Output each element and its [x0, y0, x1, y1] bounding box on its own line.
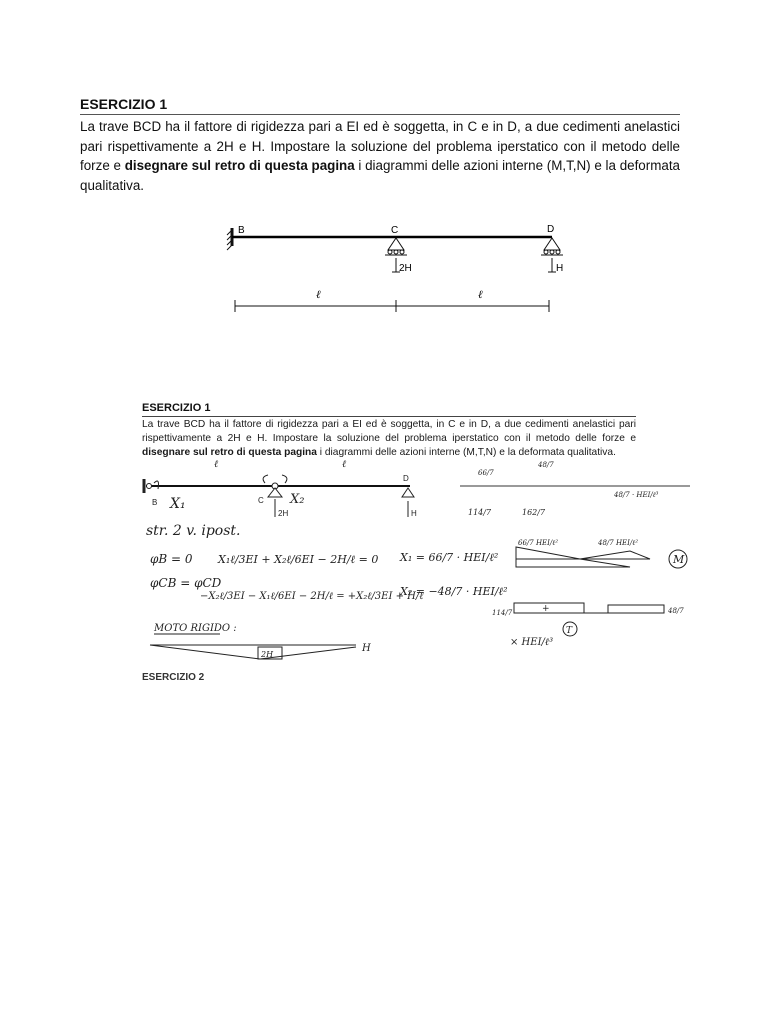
scan-span-1: ℓ	[214, 459, 219, 470]
scan-text-2: i diagrammi delle azioni interne (M,T,N) e la deformata qualitativa.	[316, 447, 616, 458]
span-label-2: ℓ	[478, 288, 483, 301]
dimension-line	[235, 300, 549, 312]
settlement-C-label: 2H	[399, 263, 412, 274]
settlement-arrow-D	[548, 258, 556, 272]
scan-label-C: C	[258, 496, 264, 505]
note-cond-1: φB = 0	[150, 552, 193, 566]
m-right-label: 48/7 HEI/ℓ²	[598, 539, 639, 547]
t-right-label: 48/7	[668, 607, 684, 615]
roller-support-D	[541, 238, 563, 255]
exercise-title: ESERCIZIO 1	[80, 96, 168, 112]
moment-diagram	[516, 547, 650, 567]
t-factor: × HEI/ℓ³	[510, 637, 554, 648]
scan-hinge-B	[147, 484, 152, 489]
statement-text-2: i diagrammi delle azioni interne (M,T,N) e la deformata qualitativa.	[80, 158, 680, 193]
rigid-2h: 2H	[261, 650, 274, 659]
statement-text-1: La trave BCD ha il fattore di rigidezza pari a EI ed è soggetta, in C e in D, a due cedimenti anelastici pari rispettivamente a 2H e H. Impostare la soluzione del problema iperstatico con il metodo delle forze e	[80, 119, 680, 173]
scan-label-X2: X₂	[290, 492, 305, 507]
scan-title: ESERCIZIO 1	[142, 402, 211, 414]
rigid-h: H	[362, 643, 371, 654]
label-D: D	[547, 224, 555, 235]
span-label-1: ℓ	[316, 288, 321, 301]
handwritten-solution	[130, 455, 710, 680]
scan-text-1: La trave BCD ha il fattore di rigidezza pari a EI ed è soggetta, in C e in D, a due cedimenti anelastici pari rispettivamente a 2H e H. Impostare la soluzione del problema iperstatico con il metodo delle forze e	[142, 419, 636, 444]
scan-label-D: D	[403, 474, 409, 483]
note-heading: str. 2 v. ipost.	[146, 523, 241, 539]
scan-span-2: ℓ	[342, 459, 347, 470]
note-res-2: X₂ = −48/7 · HEI/ℓ²	[400, 585, 508, 598]
scan-settle-D: H	[411, 509, 417, 518]
exercise-statement	[80, 117, 680, 195]
title-divider	[80, 114, 680, 115]
scan-divider	[142, 416, 636, 417]
label-C: C	[391, 225, 399, 236]
scan-statement	[142, 418, 636, 460]
beam-figure	[220, 218, 580, 318]
m-left-label: 66/7 HEI/ℓ²	[518, 539, 559, 547]
react-top-1: 66/7	[478, 469, 494, 477]
next-exercise-cut: ESERCIZIO 2	[142, 672, 205, 680]
scan-settle-C: 2H	[278, 509, 289, 518]
react-top-2: 48/7	[538, 461, 554, 469]
scan-text-bold: disegnare sul retro di questa pagina	[142, 447, 317, 458]
settlement-D-label: H	[556, 263, 564, 274]
scan-label-B: B	[152, 498, 158, 507]
rigid-heading: MOTO RIGIDO :	[154, 623, 237, 634]
note-eq-2: −X₂ℓ/3EI − X₁ℓ/6EI − 2H/ℓ = +X₂ℓ/3EI + H/ℓ	[200, 591, 424, 602]
m-label: M	[673, 553, 685, 566]
label-B: B	[238, 225, 245, 236]
roller-support-C	[385, 238, 407, 255]
statement-bold: disegnare sul retro di questa pagina	[124, 158, 355, 173]
react-b: 162/7	[522, 508, 546, 517]
react-c: 48/7 · HEI/ℓ³	[614, 491, 659, 499]
shear-diagram	[514, 603, 664, 613]
t-plus: +	[542, 604, 550, 614]
t-label: T	[566, 626, 573, 636]
note-res-1: X₁ = 66/7 · HEI/ℓ²	[400, 551, 499, 564]
scan-label-X1: X₁	[170, 496, 186, 512]
note-cond-2: φCB = φCD	[150, 576, 222, 590]
t-left-label: 114/7	[492, 609, 513, 617]
react-a: 114/7	[468, 508, 492, 517]
rigid-motion-sketch	[150, 645, 356, 659]
note-eq-1: X₁ℓ/3EI + X₂ℓ/6EI − 2H/ℓ = 0	[218, 553, 379, 566]
fixed-support-B	[227, 228, 232, 250]
